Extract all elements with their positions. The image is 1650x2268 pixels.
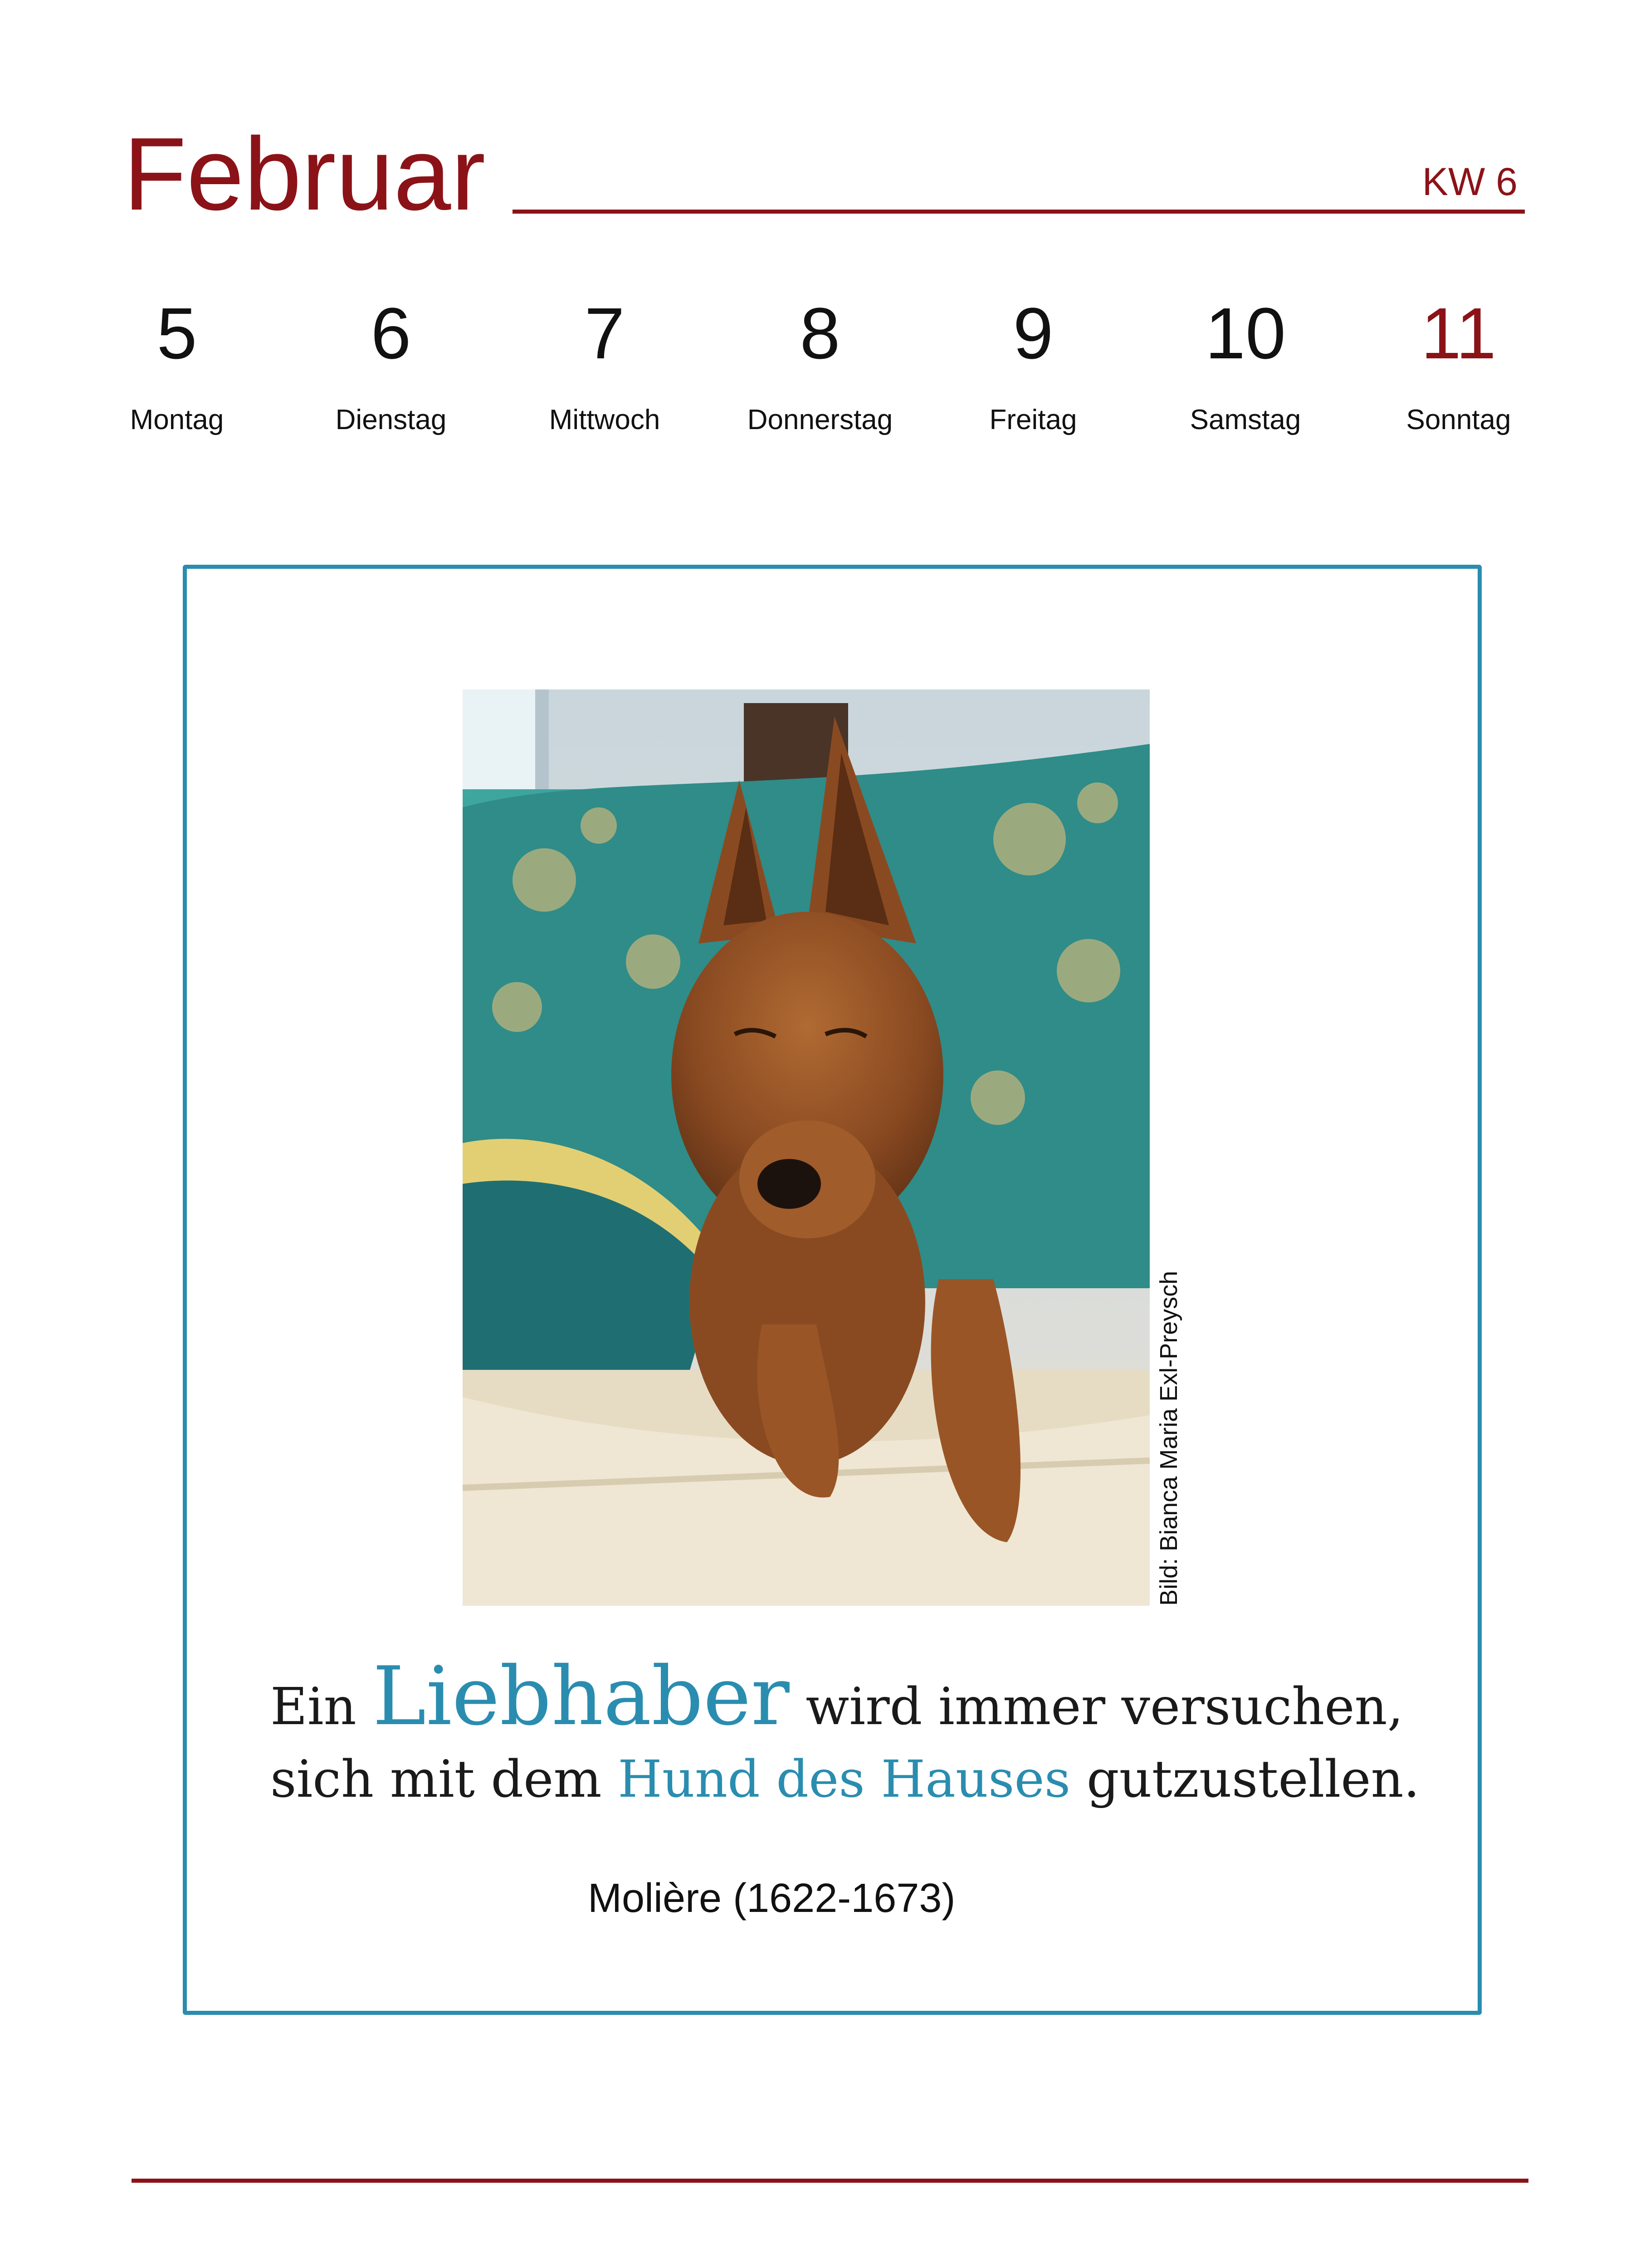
- day-saturday: [1146, 293, 1345, 435]
- day-sunday: [1359, 293, 1558, 435]
- day-name: Samstag: [1190, 404, 1301, 435]
- quote-line-2: [270, 1743, 1450, 1816]
- day-number: 11: [1421, 293, 1497, 374]
- quote-text: sich mit dem: [270, 1750, 618, 1809]
- quote-line-1: [270, 1649, 1450, 1743]
- day-monday: [77, 293, 277, 435]
- day-number: 7: [584, 293, 625, 374]
- month-title: Februar: [123, 117, 486, 232]
- day-name: Mittwoch: [549, 404, 660, 435]
- day-name: Montag: [130, 404, 224, 435]
- quote: [270, 1649, 1450, 1816]
- footer-divider: [132, 2179, 1528, 2183]
- day-friday: [933, 293, 1133, 435]
- day-name: Donnerstag: [747, 404, 893, 435]
- day-number: 5: [156, 293, 197, 374]
- day-thursday: [720, 293, 920, 435]
- quote-highlight-liebhaber: Liebhaber: [372, 1649, 790, 1743]
- day-wednesday: [505, 293, 704, 435]
- dog-photo: [463, 689, 1150, 1606]
- day-name: Sonntag: [1406, 404, 1511, 435]
- day-name: Dienstag: [335, 404, 447, 435]
- day-number: 6: [371, 293, 411, 374]
- day-number: 8: [800, 293, 840, 374]
- quote-text: wird immer versuchen,: [789, 1677, 1404, 1736]
- day-tuesday: [291, 293, 491, 435]
- day-number: 10: [1205, 293, 1286, 374]
- week-number: KW 6: [1422, 160, 1518, 204]
- quote-highlight-hund: Hund des Hauses: [618, 1750, 1071, 1809]
- quote-text: gutzustellen.: [1070, 1750, 1420, 1809]
- day-name: Freitag: [989, 404, 1077, 435]
- quote-text: Ein: [270, 1677, 373, 1736]
- photo-credit: Bild: Bianca Maria Exl-Preysch: [1155, 1271, 1182, 1606]
- quote-author: Molière (1622-1673): [588, 1876, 956, 1921]
- header-divider: [513, 210, 1525, 214]
- day-number: 9: [1013, 293, 1054, 374]
